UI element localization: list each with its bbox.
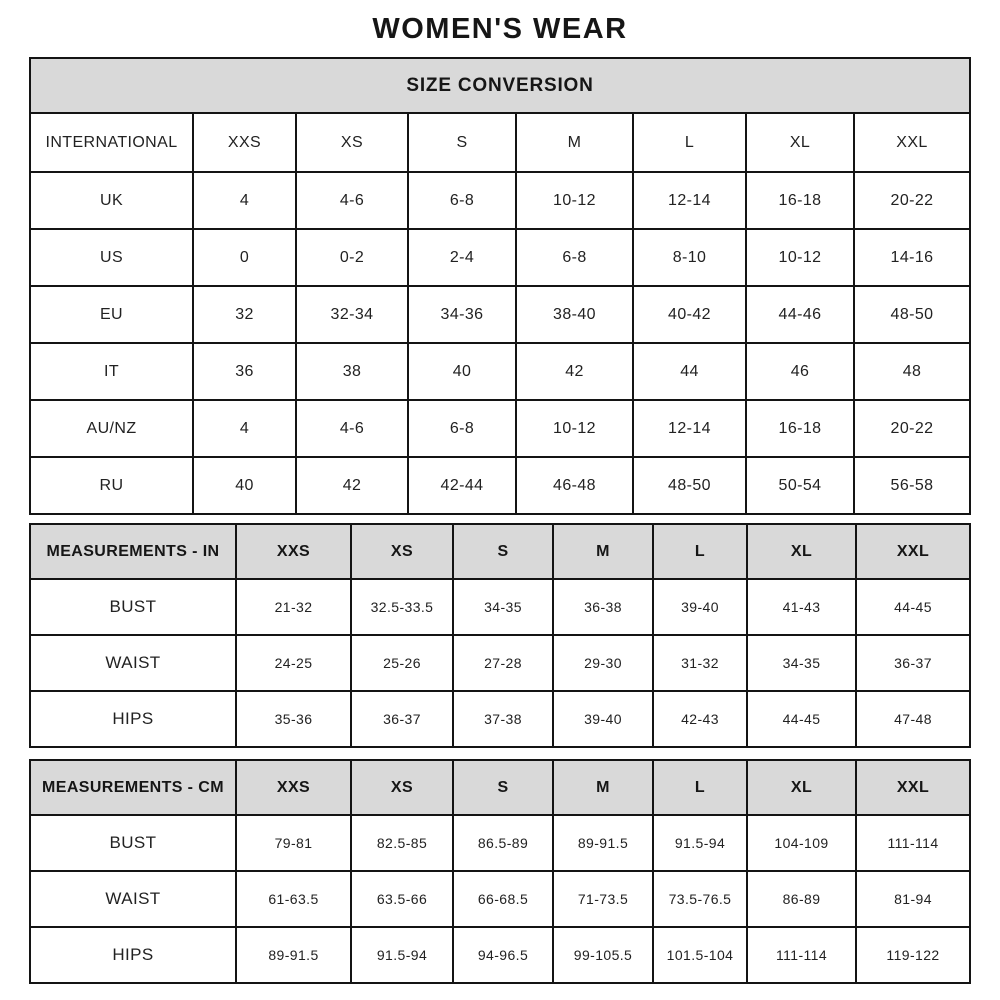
row-label-cell: WAIST <box>30 871 236 927</box>
size-header-cell: XS <box>296 113 408 172</box>
size-header-row <box>30 113 970 172</box>
value-cell: 36 <box>193 343 296 400</box>
value-cell: 44-45 <box>747 691 856 747</box>
value-cell: 8-10 <box>633 229 746 286</box>
value-cell: 10-12 <box>516 400 633 457</box>
value-cell: 4-6 <box>296 172 408 229</box>
value-cell: 6-8 <box>408 400 516 457</box>
value-cell: 101.5-104 <box>653 927 747 983</box>
value-cell: 91.5-94 <box>653 815 747 871</box>
size-header-cell: L <box>653 524 747 579</box>
value-cell: 14-16 <box>854 229 970 286</box>
value-cell: 4-6 <box>296 400 408 457</box>
value-cell: 71-73.5 <box>553 871 653 927</box>
value-cell: 34-35 <box>453 579 553 635</box>
value-cell: 2-4 <box>408 229 516 286</box>
value-cell: 99-105.5 <box>553 927 653 983</box>
value-cell: 119-122 <box>856 927 970 983</box>
value-cell: 111-114 <box>747 927 856 983</box>
size-conversion-banner: SIZE CONVERSION <box>30 58 970 113</box>
row-label-cell: IT <box>30 343 193 400</box>
row-label-header-cell: MEASUREMENTS - CM <box>30 760 236 815</box>
value-cell: 10-12 <box>746 229 854 286</box>
size-header-cell: XS <box>351 524 453 579</box>
table-row <box>30 343 970 400</box>
value-cell: 48-50 <box>633 457 746 514</box>
value-cell: 4 <box>193 400 296 457</box>
value-cell: 48 <box>854 343 970 400</box>
value-cell: 16-18 <box>746 172 854 229</box>
value-cell: 20-22 <box>854 172 970 229</box>
size-header-cell: M <box>553 524 653 579</box>
value-cell: 39-40 <box>653 579 747 635</box>
row-label-header-cell: INTERNATIONAL <box>30 113 193 172</box>
size-header-cell: XXS <box>236 760 351 815</box>
value-cell: 73.5-76.5 <box>653 871 747 927</box>
value-cell: 42-43 <box>653 691 747 747</box>
value-cell: 44-46 <box>746 286 854 343</box>
value-cell: 46 <box>746 343 854 400</box>
size-header-cell: XL <box>746 113 854 172</box>
value-cell: 46-48 <box>516 457 633 514</box>
value-cell: 38 <box>296 343 408 400</box>
size-header-cell: S <box>453 760 553 815</box>
size-header-cell: XL <box>747 760 856 815</box>
value-cell: 25-26 <box>351 635 453 691</box>
value-cell: 91.5-94 <box>351 927 453 983</box>
table-row <box>30 691 970 747</box>
value-cell: 27-28 <box>453 635 553 691</box>
table-row <box>30 579 970 635</box>
value-cell: 12-14 <box>633 400 746 457</box>
value-cell: 29-30 <box>553 635 653 691</box>
value-cell: 50-54 <box>746 457 854 514</box>
value-cell: 12-14 <box>633 172 746 229</box>
value-cell: 0 <box>193 229 296 286</box>
value-cell: 31-32 <box>653 635 747 691</box>
value-cell: 38-40 <box>516 286 633 343</box>
size-conversion-table <box>29 57 971 515</box>
row-label-cell: WAIST <box>30 635 236 691</box>
value-cell: 20-22 <box>854 400 970 457</box>
measurements-in-table <box>29 523 971 748</box>
value-cell: 34-36 <box>408 286 516 343</box>
table-banner-row <box>30 58 970 113</box>
value-cell: 40 <box>193 457 296 514</box>
row-label-header-cell: MEASUREMENTS - IN <box>30 524 236 579</box>
value-cell: 24-25 <box>236 635 351 691</box>
table-row <box>30 457 970 514</box>
value-cell: 63.5-66 <box>351 871 453 927</box>
size-header-cell: L <box>653 760 747 815</box>
value-cell: 104-109 <box>747 815 856 871</box>
size-header-cell: XS <box>351 760 453 815</box>
value-cell: 44-45 <box>856 579 970 635</box>
value-cell: 81-94 <box>856 871 970 927</box>
value-cell: 111-114 <box>856 815 970 871</box>
size-header-cell: L <box>633 113 746 172</box>
size-header-cell: XL <box>747 524 856 579</box>
row-label-cell: US <box>30 229 193 286</box>
row-label-cell: BUST <box>30 579 236 635</box>
table-row <box>30 286 970 343</box>
value-cell: 21-32 <box>236 579 351 635</box>
value-cell: 37-38 <box>453 691 553 747</box>
measurements-cm-table <box>29 759 971 984</box>
value-cell: 35-36 <box>236 691 351 747</box>
row-label-cell: EU <box>30 286 193 343</box>
value-cell: 94-96.5 <box>453 927 553 983</box>
value-cell: 32 <box>193 286 296 343</box>
value-cell: 6-8 <box>516 229 633 286</box>
row-label-cell: BUST <box>30 815 236 871</box>
size-header-cell: S <box>453 524 553 579</box>
value-cell: 86.5-89 <box>453 815 553 871</box>
size-header-cell: XXL <box>856 524 970 579</box>
row-label-cell: HIPS <box>30 927 236 983</box>
table-row <box>30 871 970 927</box>
table-row <box>30 927 970 983</box>
value-cell: 56-58 <box>854 457 970 514</box>
value-cell: 40-42 <box>633 286 746 343</box>
value-cell: 48-50 <box>854 286 970 343</box>
size-header-row <box>30 760 970 815</box>
value-cell: 0-2 <box>296 229 408 286</box>
page-title: WOMEN'S WEAR <box>372 13 628 45</box>
value-cell: 16-18 <box>746 400 854 457</box>
value-cell: 42 <box>516 343 633 400</box>
value-cell: 4 <box>193 172 296 229</box>
value-cell: 61-63.5 <box>236 871 351 927</box>
row-label-cell: RU <box>30 457 193 514</box>
value-cell: 42-44 <box>408 457 516 514</box>
value-cell: 10-12 <box>516 172 633 229</box>
size-header-row <box>30 524 970 579</box>
value-cell: 32-34 <box>296 286 408 343</box>
size-header-cell: S <box>408 113 516 172</box>
table-row <box>30 635 970 691</box>
value-cell: 36-38 <box>553 579 653 635</box>
value-cell: 40 <box>408 343 516 400</box>
value-cell: 47-48 <box>856 691 970 747</box>
row-label-cell: UK <box>30 172 193 229</box>
value-cell: 79-81 <box>236 815 351 871</box>
row-label-cell: AU/NZ <box>30 400 193 457</box>
size-header-cell: M <box>553 760 653 815</box>
size-header-cell: XXL <box>854 113 970 172</box>
table-row <box>30 172 970 229</box>
value-cell: 82.5-85 <box>351 815 453 871</box>
value-cell: 34-35 <box>747 635 856 691</box>
value-cell: 41-43 <box>747 579 856 635</box>
table-row <box>30 229 970 286</box>
value-cell: 42 <box>296 457 408 514</box>
size-header-cell: XXS <box>193 113 296 172</box>
value-cell: 36-37 <box>856 635 970 691</box>
value-cell: 66-68.5 <box>453 871 553 927</box>
table-row <box>30 815 970 871</box>
size-header-cell: XXL <box>856 760 970 815</box>
size-header-cell: M <box>516 113 633 172</box>
value-cell: 89-91.5 <box>553 815 653 871</box>
row-label-cell: HIPS <box>30 691 236 747</box>
value-cell: 39-40 <box>553 691 653 747</box>
value-cell: 36-37 <box>351 691 453 747</box>
value-cell: 89-91.5 <box>236 927 351 983</box>
value-cell: 6-8 <box>408 172 516 229</box>
value-cell: 86-89 <box>747 871 856 927</box>
value-cell: 44 <box>633 343 746 400</box>
size-header-cell: XXS <box>236 524 351 579</box>
value-cell: 32.5-33.5 <box>351 579 453 635</box>
table-row <box>30 400 970 457</box>
